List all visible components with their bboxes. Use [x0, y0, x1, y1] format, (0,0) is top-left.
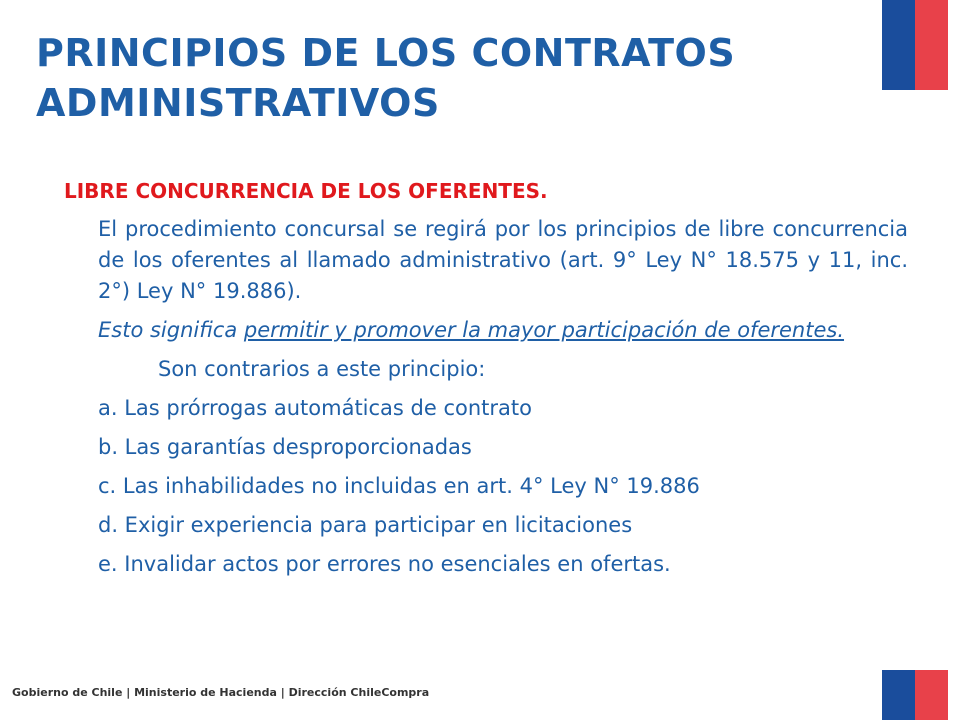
list-item: b. Las garantías desproporcionadas: [98, 435, 472, 459]
meaning-underlined: permitir y promover la mayor participación de oferentes.: [243, 318, 845, 342]
flag-bottom-decoration: [882, 670, 948, 720]
flag-blue-stripe: [882, 0, 915, 90]
flag-top-decoration: [882, 0, 948, 90]
list-item: c. Las inhabilidades no incluidas en art. 4° Ley N° 19.886: [98, 474, 700, 498]
list-item: e. Invalidar actos por errores no esenciales en ofertas.: [98, 552, 671, 576]
slide-content: [98, 214, 908, 588]
flag-blue-stripe: [882, 670, 915, 720]
flag-red-stripe: [915, 670, 948, 720]
flag-red-stripe: [915, 0, 948, 90]
slide-title: PRINCIPIOS DE LOS CONTRATOS ADMINISTRATIVOS: [36, 31, 736, 125]
slide-subtitle: LIBRE CONCURRENCIA DE LOS OFERENTES.: [64, 179, 548, 203]
meaning-paragraph: [98, 315, 908, 346]
list-item: a. Las prórrogas automáticas de contrato: [98, 396, 532, 420]
list-item: d. Exigir experiencia para participar en licitaciones: [98, 513, 633, 537]
meaning-prefix: Esto significa: [98, 318, 244, 342]
contrary-intro: Son contrarios a este principio:: [158, 357, 486, 381]
footer-text: Gobierno de Chile | Ministerio de Hacienda | Dirección ChileCompra: [12, 686, 430, 699]
principle-paragraph: El procedimiento concursal se regirá por los principios de libre concurrencia de los oferentes al llamado administrativo (art. 9° Ley N° 18.575 y 11, inc. 2°) Ley N° 19.886).: [98, 217, 908, 303]
